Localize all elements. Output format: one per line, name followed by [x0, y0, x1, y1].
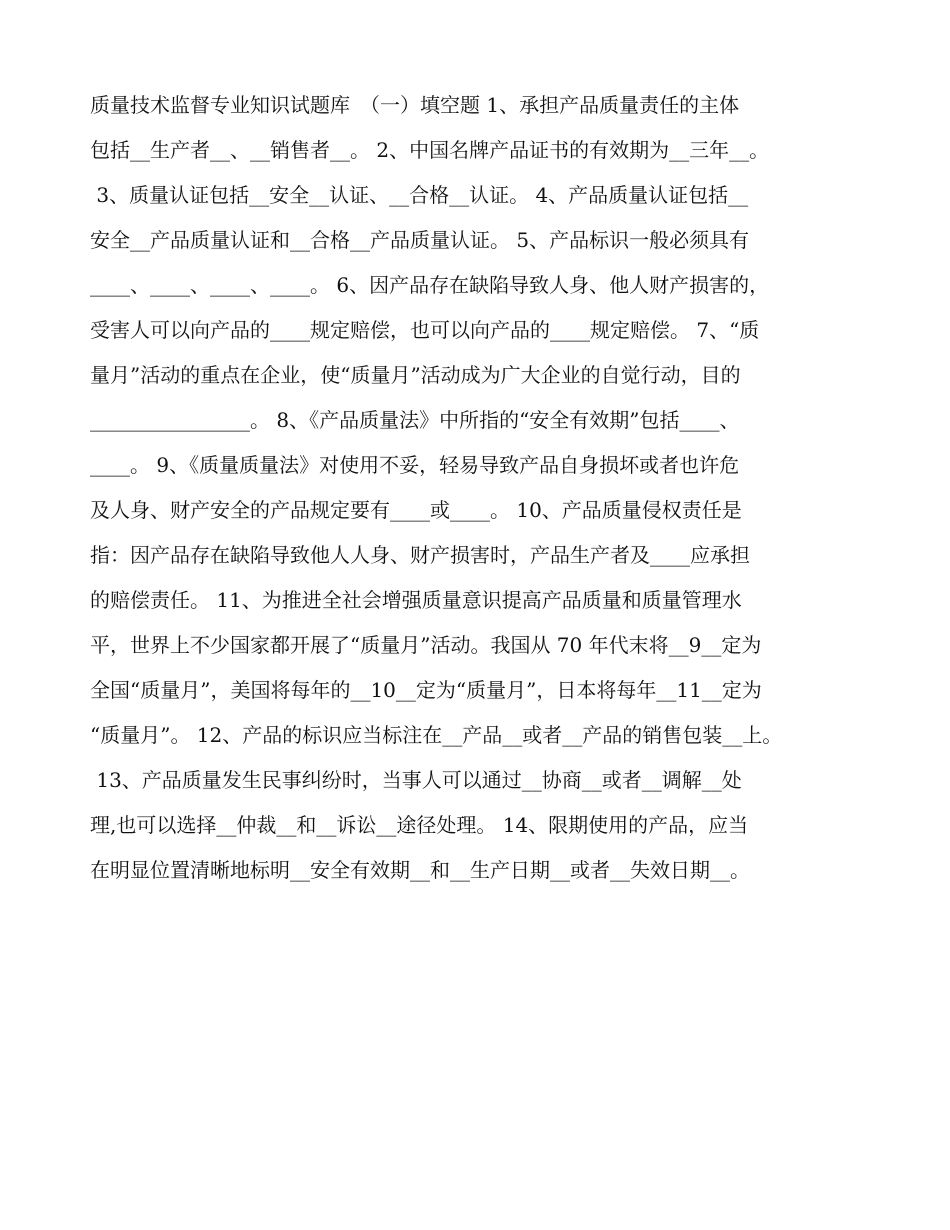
- text-line: 3、质量认证包括__安全__认证、__合格__认证。 4、产品质量认证包括__: [90, 183, 749, 207]
- text-line: 的赔偿责任。 11、为推进全社会增强质量意识提高产品质量和质量管理水: [90, 588, 742, 612]
- text-line: 安全__产品质量认证和__合格__产品质量认证。 5、产品标识一般必须具有: [90, 228, 750, 252]
- text-line: ____。 9、《质量质量法》对使用不妥，轻易导致产品自身损坏或者也许危: [90, 453, 740, 477]
- text-line: 受害人可以向产品的____规定赔偿，也可以向产品的____规定赔偿。 7、“质: [90, 318, 760, 342]
- text-line: 包括__生产者__、__销售者__。 2、中国名牌产品证书的有效期为__三年__。: [90, 138, 770, 162]
- text-line: 指：因产品存在缺陷导致他人人身、财产损害时，产品生产者及____应承担: [90, 543, 750, 567]
- text-line: 13、产品质量发生民事纠纷时，当事人可以通过__协商__或者__调解__处: [90, 768, 742, 792]
- text-line: ____、____、____、____。 6、因产品存在缺陷导致人身、他人财产损害的，: [90, 273, 770, 297]
- text-line: “质量月”。 12、产品的标识应当标注在__产品__或者__产品的销售包装__上。: [90, 723, 783, 747]
- text-line: 在明显位置清晰地标明__安全有效期__和__生产日期__或者__失效日期__。: [90, 858, 750, 882]
- text-line: 质量技术监督专业知识试题库 （一）填空题 1、承担产品质量责任的主体: [90, 93, 740, 117]
- text-line: ________________。 8、《产品质量法》中所指的“安全有效期”包括____、: [90, 408, 740, 432]
- text-line: 平，世界上不少国家都开展了“质量月”活动。我国从 70 年代末将__9__定为: [90, 633, 762, 657]
- text-line: 量月”活动的重点在企业，使“质量月”活动成为广大企业的自觉行动，目的: [90, 363, 741, 387]
- question-bank-text: [90, 83, 880, 893]
- text-line: 及人身、财产安全的产品规定要有____或____。 10、产品质量侵权责任是: [90, 498, 742, 522]
- text-line: 理,也可以选择__仲裁__和__诉讼__途径处理。 14、限期使用的产品，应当: [90, 813, 749, 837]
- text-line: 全国“质量月”，美国将每年的__10__定为“质量月”，日本将每年__11__定为: [90, 678, 762, 702]
